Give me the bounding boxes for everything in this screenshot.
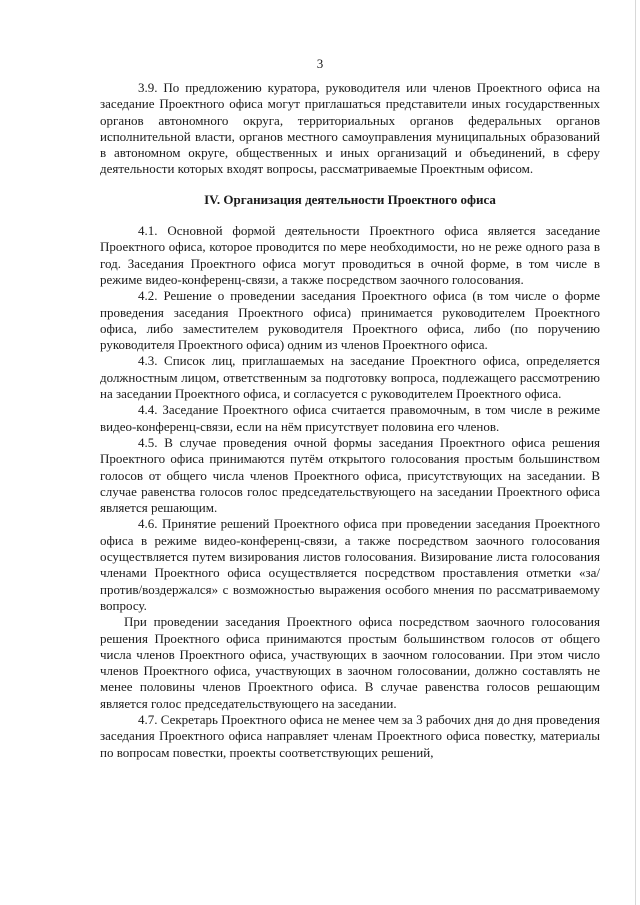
- paragraph-3-9: 3.9. По предложению куратора, руководителя или членов Проектного офиса на заседание Проектного офиса могут приглашаться представители иных государственных органов автономного округа, территориальных органов федеральных органов исполнительной власти, органов местного самоуправления муниципальных образований в автономном округе, общественных и иных организаций и объединений, в сферу деятельности которых входят вопросы, рассматриваемые Проектным офисом.: [100, 80, 600, 177]
- paragraph-4-6-continuation: При проведении заседания Проектного офиса посредством заочного голосования решения Проектного офиса принимаются простым большинством голосов от общего числа членов Проектного офиса, участвующих в заочном голосовании. При этом число членов Проектного офиса, участвующих в заочном голосовании, должно составлять не менее половины членов Проектного офиса. В случае равенства голосов решающим является голос председательствующего на заседании.: [100, 614, 600, 711]
- paragraph-4-4: 4.4. Заседание Проектного офиса считается правомочным, в том числе в режиме видео-конференц-связи, если на нём присутствует половина его членов.: [100, 402, 600, 434]
- paragraph-4-6: 4.6. Принятие решений Проектного офиса при проведении заседания Проектного офиса в режиме видео-конференц-связи, а также посредством заочного голосования осуществляется путем визирования листов голосования. Визирование листа голосования членами Проектного офиса осуществляется посредством проставления отметки «за/против/воздержался» с возможностью выражения особого мнения по рассматриваемому вопросу.: [100, 516, 600, 613]
- paragraph-4-1: 4.1. Основной формой деятельности Проектного офиса является заседание Проектного офиса, которое проводится по мере необходимости, но не реже одного раза в год. Заседания Проектного офиса могут проводиться в очной форме, в том числе в режиме видео-конференц-связи, а также посредством заочного голосования.: [100, 223, 600, 287]
- paragraph-4-7: 4.7. Секретарь Проектного офиса не менее чем за 3 рабочих дня до дня проведения заседания Проектного офиса направляет членам Проектного офиса повестку, материалы по вопросам повестки, проекты соответствующих решений,: [100, 711, 600, 760]
- paragraph-4-5: 4.5. В случае проведения очной формы заседания Проектного офиса решения Проектного офиса принимаются путём открытого голосования простым большинством голосов от общего числа членов Проектного офиса, присутствующих на заседании. В случае равенства голосов голос председательствующего на заседании Проектного офиса является решающим.: [100, 434, 600, 516]
- page-number: 3: [316, 56, 324, 71]
- section-heading-iv: IV. Организация деятельности Проектного офиса: [204, 191, 496, 207]
- paragraph-4-2: 4.2. Решение о проведении заседания Проектного офиса (в том числе о форме проведения заседания Проектного офиса) принимается руководителем Проектного офиса, либо заместителем руководителя Проектного офиса, либо (по поручению руководителя Проектного офиса) одним из членов Проектного офиса.: [100, 288, 600, 353]
- paragraph-4-3: 4.3. Список лиц, приглашаемых на заседание Проектного офиса, определяется должностным лицом, ответственным за подготовку вопроса, подлежащего рассмотрению на заседании Проектного офиса, и согласуется с руководителем Проектного офиса.: [100, 353, 600, 402]
- document-body: [100, 80, 600, 761]
- scan-edge-line: [635, 0, 636, 905]
